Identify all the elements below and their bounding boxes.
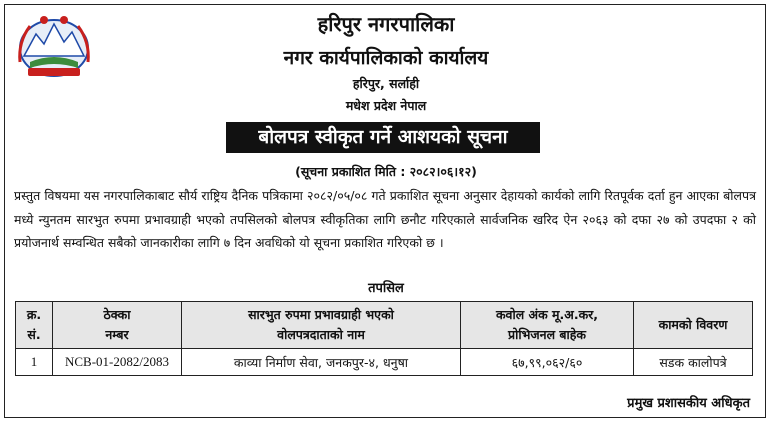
col-header-sn-line1: क्र.	[26, 307, 42, 322]
col-header-contract	[53, 302, 182, 349]
col-header-contract-line1: ठेक्का	[103, 307, 131, 322]
notice-title: बोलपत्र स्वीकृत गर्ने आशयको सूचना	[226, 122, 540, 153]
cell-sn: 1	[16, 349, 53, 376]
award-table	[15, 301, 753, 376]
col-header-bidder-line1: सारभुत रुपमा प्रभावग्राही भएको	[248, 307, 394, 322]
col-header-amount-line2: प्रोभिजनल बाहेक	[507, 327, 587, 342]
location-text: हरिपुर, सर्लाही	[352, 76, 420, 91]
cell-contract-no: NCB-01-2082/2083	[53, 349, 182, 376]
col-header-work: कामको विवरण	[634, 302, 753, 349]
cell-bidder: काव्या निर्माण सेवा, जनकपुर-४, धनुषा	[182, 349, 461, 376]
col-header-amount	[461, 302, 634, 349]
province-text: मधेश प्रदेश नेपाल	[345, 98, 427, 113]
notice-body: प्रस्तुत विषयमा यस नगरपालिकाबाट सौर्य राष्ट्रिय दैनिक पत्रिकामा २०८२/०५/०८ गते प्रकाशित सूचना अनुसार देहायको कार्यको लागि रितपूर्वक दर्ता हुन आएका बोलपत्र मध्ये न्युनतम सारभुत रुपमा प्रभावग्राही भएको तपसिलको बोलपत्र स्वीकृतिका लागि छनौट गरिएकाले सार्वजनिक खरिद ऐन २०६३ को दफा २७ को उपदफा २ को प्रयोजनार्थ सम्वन्धित सबैको जानकारीका लागि ७ दिन अवधिको यो सूचना प्रकाशित गरिएको छ ।	[14, 188, 756, 250]
published-date: (सूचना प्रकाशित मिति : २०८२।०६।१२)	[295, 164, 477, 179]
table-header-row	[16, 302, 753, 349]
col-header-sn	[16, 302, 53, 349]
schedule-heading: तपसिल	[368, 281, 404, 296]
col-header-amount-line1: कवोल अंक मू.अ.कर,	[495, 307, 599, 322]
table-row	[16, 349, 753, 376]
col-header-contract-line2: नम्बर	[105, 327, 129, 342]
col-header-sn-line2: सं.	[27, 327, 41, 342]
signatory-title: प्रमुख प्रशासकीय अधिकृत	[627, 396, 750, 411]
col-header-bidder-line2: वोलपत्रदाताको नाम	[277, 327, 365, 342]
cell-amount: ६७,९९,०६२/६०	[461, 349, 634, 376]
office-name: नगर कार्यपालिकाको कार्यालय	[283, 47, 489, 69]
municipality-name: हरिपुर नगरपालिका	[317, 12, 455, 36]
col-header-bidder	[182, 302, 461, 349]
cell-work: सडक कालोपत्रे	[634, 349, 753, 376]
